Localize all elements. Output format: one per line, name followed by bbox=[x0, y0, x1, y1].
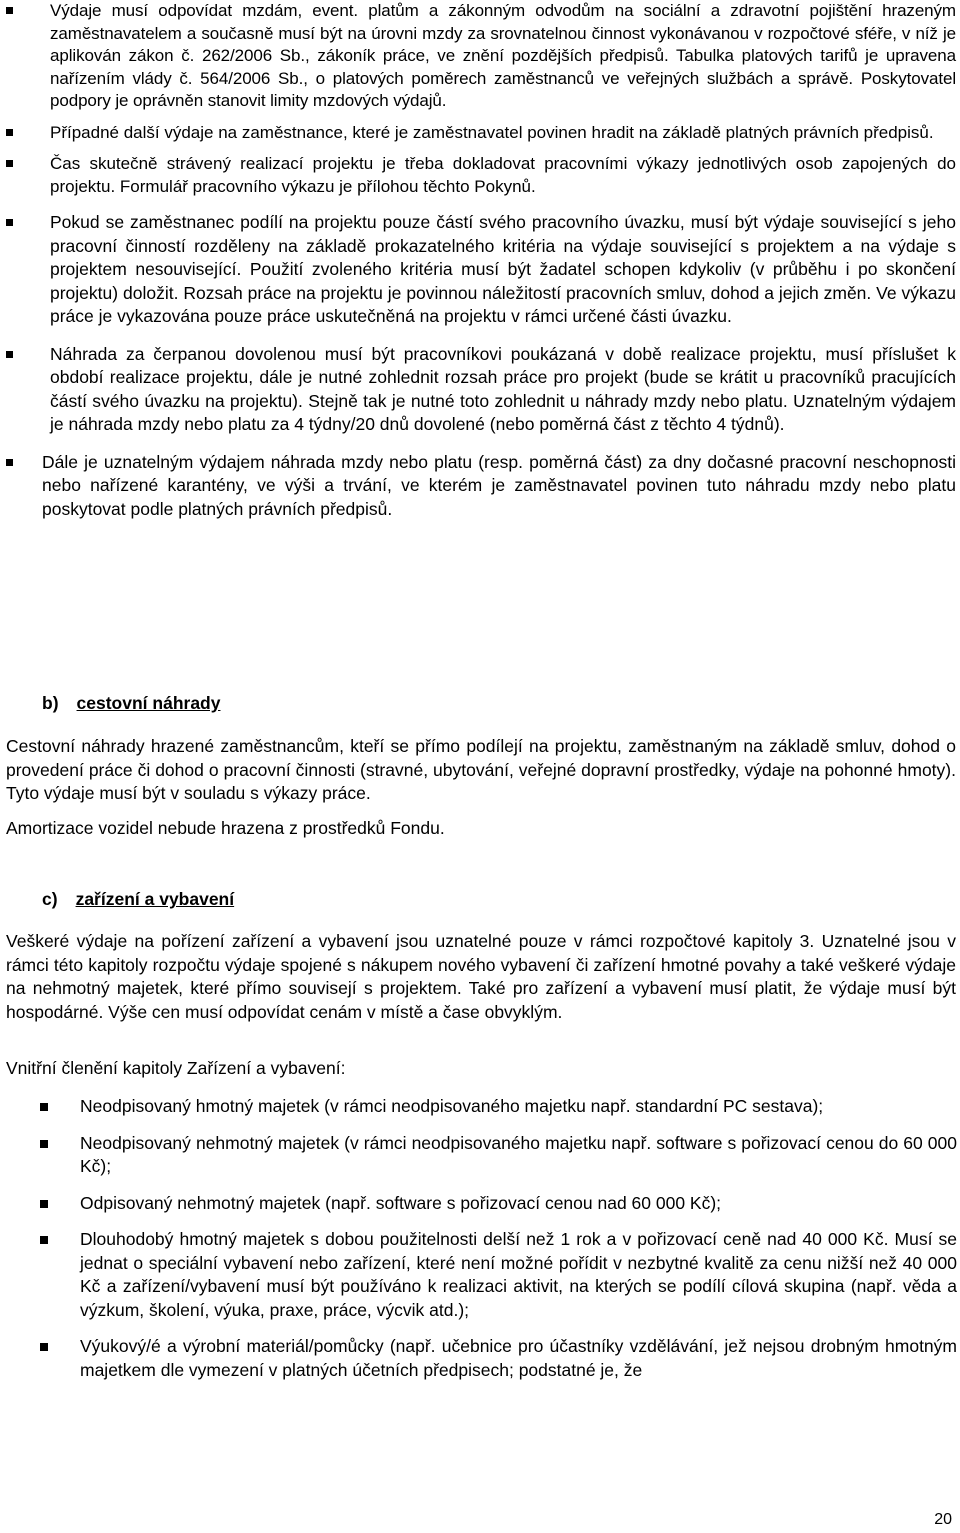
list-item bbox=[6, 122, 956, 145]
list-item-text: Výdaje musí odpovídat mzdám, event. platům a zákonným odvodům na sociální a zdravotní pojištění hrazeným zaměstnavatelem a současně musí být na úrovni mzdy za srovnatelnou činnost vykonávanou v rozpočtové sféře, v níž je aplikován zákon č. 262/2006 Sb., zákoník práce, ve znění pozdějších předpisů. Tabulka platových tarifů je upravena nařízením vlády č. 564/2006 Sb., o platových poměrech zaměstnanců ve veřejných službách a správě. Poskytovatel podpory je oprávněn stanovit limity mzdových výdajů. bbox=[50, 1, 956, 110]
list-item bbox=[6, 451, 956, 522]
section-b-note: Amortizace vozidel nebude hrazena z prostředků Fondu. bbox=[6, 818, 445, 838]
wage-conditions-list bbox=[6, 0, 956, 521]
list-item bbox=[6, 153, 956, 198]
list-item bbox=[40, 1335, 957, 1382]
list-item-text: Dlouhodobý hmotný majetek s dobou použitelnosti delší než 1 rok a v pořizovací ceně nad 40 000 Kč. Musí se jednat o speciální vybavení nebo zařízení, které není možné pořídit v nezbytné kvalitě za cenu nižší než 40 000 Kč a zařízení/vybavení musí být používáno k realizaci aktivit, na kterých se podílí cílová skupina (např. věda a výzkum, školení, výuka, praxe, práce, výcvik atd.); bbox=[80, 1229, 957, 1320]
list-item-text: Dále je uznatelným výdajem náhrada mzdy nebo platu (resp. poměrná část) za dny dočasné pracovní neschopnosti nebo nařízené karantény, ve výši a trvání, ve kterém je zaměstnavatel povinen tuto náhradu mzdy nebo platu poskytovat podle platných právních předpisů. bbox=[42, 451, 956, 519]
bullet-square-icon bbox=[40, 1103, 48, 1111]
bullet-square-icon bbox=[6, 7, 13, 14]
list-item-text: Neodpisovaný nehmotný majetek (v rámci neodpisovaného majetku např. software s pořizovací cenou do 60 000 Kč); bbox=[80, 1132, 957, 1176]
section-b-heading bbox=[42, 692, 220, 715]
bullet-square-icon bbox=[6, 129, 13, 136]
list-item-text: Případné další výdaje na zaměstnance, které je zaměstnavatel povinen hradit na základě platných právních předpisů. bbox=[50, 122, 934, 142]
section-letter: c) bbox=[42, 889, 58, 909]
list-item-text: Pokud se zaměstnanec podílí na projektu pouze částí svého pracovního úvazku, musí být výdaje související s jeho pracovní činností rozděleny na základě prokazatelného kritéria na výdaje související s projektem a na výdaje s projektem nesouvisející. Použití zvoleného kritéria musí být žadatel schopen kdykoliv (v průběhu i po skončení projektu) doložit. Rozsah práce na projektu je povinnou náležitostí pracovních smluv, dohod a jejich změn. Ve výkazu práce je vykazována pouze práce uskutečněná na projektu v rámci určené části úvazku. bbox=[50, 212, 956, 326]
bullet-square-icon bbox=[6, 351, 13, 358]
list-item bbox=[6, 343, 956, 437]
list-item bbox=[40, 1132, 957, 1179]
bullet-square-icon bbox=[6, 459, 13, 466]
list-item-text: Čas skutečně strávený realizací projektu je třeba dokladovat pracovními výkazy jednotlivých osob zapojených do projektu. Formulář pracovního výkazu je přílohou těchto Pokynů. bbox=[50, 154, 956, 196]
list-item-text: Neodpisovaný hmotný majetek (v rámci neodpisovaného majetku např. standardní PC sestava); bbox=[80, 1096, 824, 1116]
equipment-categories-list bbox=[40, 1095, 957, 1382]
list-item bbox=[40, 1095, 957, 1119]
section-title: zařízení a vybavení bbox=[75, 889, 235, 909]
list-item-text: Náhrada za čerpanou dovolenou musí být pracovníkovi poukázaná v době realizace projektu, musí příslušet k období realizace projektu, dále je nutné zohlednit rozsah práce pro projekt (bude se krátit u pracovníků pracujících částí svého úvazku na projektu). Stejně tak je nutné toto zohlednit u náhrady mzdy nebo platu. Uznatelným výdajem je náhrada mzdy nebo platu za 4 týdny/20 dnů dovolené (nebo poměrná část z těchto 4 týdnů). bbox=[50, 343, 956, 434]
section-title: cestovní náhrady bbox=[76, 693, 221, 713]
bullet-square-icon bbox=[40, 1140, 48, 1148]
list-item-text: Odpisovaný nehmotný majetek (např. software s pořizovací cenou nad 60 000 Kč); bbox=[80, 1192, 722, 1213]
section-c-paragraph: Veškeré výdaje na pořízení zařízení a vybavení jsou uznatelné pouze v rámci rozpočtové kapitoly 3. Uznatelné jsou v rámci této kapitoly rozpočtu výdaje spojené s nákupem nového vybavení či zařízení hmotné povahy a také veškeré výdaje na nehmotný majetek, které přímo souvisejí s projektem. Také pro zařízení a vybavení musí platit, že výdaje musí být hospodárné. Výše cen musí odpovídat cenám v místě a čase obvyklým. bbox=[6, 931, 956, 1022]
bullet-square-icon bbox=[40, 1236, 48, 1244]
bullet-square-icon bbox=[6, 160, 13, 167]
list-item bbox=[40, 1192, 957, 1216]
page-number: 20 bbox=[934, 1511, 952, 1528]
section-c-heading bbox=[42, 888, 234, 911]
list-item-text: Výukový/é a výrobní materiál/pomůcky (např. učebnice pro účastníky vzdělávání, jež nejsou drobným hmotným majetkem dle vymezení v platných účetních předpisech; podstatné je, že bbox=[80, 1336, 957, 1380]
list-item bbox=[40, 1228, 957, 1322]
bullet-square-icon bbox=[40, 1343, 48, 1351]
list-item bbox=[6, 211, 956, 329]
section-b-paragraph: Cestovní náhrady hrazené zaměstnancům, kteří se přímo podílejí na projektu, zaměstnaným na základě smluv, dohod o provedení práce či dohod o pracovní činnosti (stravné, ubytování, veřejné dopravní prostředky, výdaje na pohonné hmoty). Tyto výdaje musí být v souladu s výkazy práce. bbox=[6, 736, 956, 803]
section-c-subheading: Vnitřní členění kapitoly Zařízení a vybavení: bbox=[6, 1058, 346, 1078]
bullet-square-icon bbox=[40, 1200, 48, 1208]
bullet-square-icon bbox=[6, 219, 13, 226]
section-letter: b) bbox=[42, 693, 59, 713]
list-item bbox=[6, 0, 956, 113]
